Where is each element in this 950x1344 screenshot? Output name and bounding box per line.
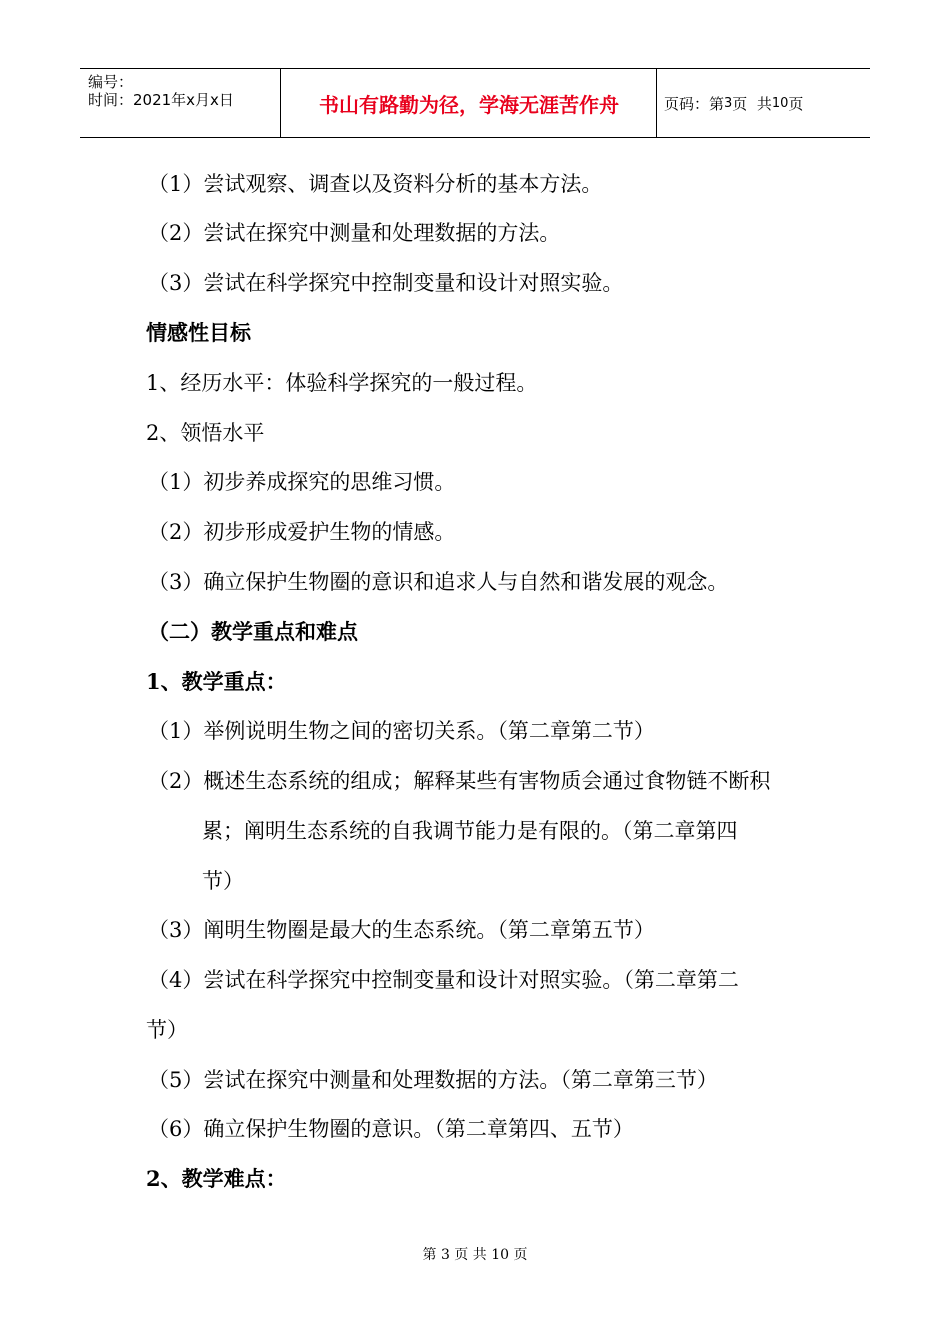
document-number-label: 编号： bbox=[88, 73, 134, 91]
objective-item: （2）尝试在探究中测量和处理数据的方法。 bbox=[148, 221, 561, 245]
page-suffix: 页 bbox=[788, 94, 804, 113]
key-point-item: （6）确立保护生物圈的意识。（第二章第四、五节） bbox=[148, 1117, 634, 1141]
page-footer: 第 3 页 共 10 页 bbox=[422, 1247, 528, 1263]
objective-item: （1）尝试观察、调查以及资料分析的基本方法。 bbox=[148, 172, 603, 196]
subsection-heading: 2、教学难点： bbox=[146, 1166, 287, 1191]
page-mid: 页 共 bbox=[732, 94, 772, 113]
page-total: 10 bbox=[771, 95, 789, 111]
header-meta bbox=[88, 73, 234, 109]
header-page-info bbox=[664, 69, 803, 137]
objective-item: （2）初步形成爱护生物的情感。 bbox=[148, 520, 456, 544]
key-point-item: （3）阐明生物圈是最大的生态系统。（第二章第五节） bbox=[148, 918, 655, 942]
header-divider bbox=[280, 69, 281, 137]
objective-item: （3）确立保护生物圈的意识和追求人与自然和谐发展的观念。 bbox=[148, 570, 729, 594]
objective-item: 2、领悟水平 bbox=[146, 421, 265, 445]
section-heading: 情感性目标 bbox=[146, 320, 251, 345]
key-point-item: （5）尝试在探究中测量和处理数据的方法。（第二章第三节） bbox=[148, 1068, 718, 1092]
subsection-heading: 1、教学重点： bbox=[146, 669, 287, 694]
key-point-continuation: 节） bbox=[146, 1018, 188, 1042]
key-point-item: （1）举例说明生物之间的密切关系。（第二章第二节） bbox=[148, 719, 655, 743]
key-point-continuation: 累；阐明生态系统的自我调节能力是有限的。（第二章第四 bbox=[202, 819, 738, 843]
objective-item: （3）尝试在科学探究中控制变量和设计对照实验。 bbox=[148, 271, 624, 295]
objective-item: （1）初步养成探究的思维习惯。 bbox=[148, 470, 456, 494]
key-point-item: （2）概述生态系统的组成；解释某些有害物质会通过食物链不断积 bbox=[148, 769, 771, 793]
objective-item: 1、经历水平：体验科学探究的一般过程。 bbox=[146, 371, 538, 395]
page-current: 3 bbox=[724, 95, 733, 111]
header-divider bbox=[656, 69, 657, 137]
page-header bbox=[80, 68, 870, 138]
header-motto: 书山有路勤为径，学海无涯苦作舟 bbox=[319, 92, 619, 117]
document-date: 时间：2021年x月x日 bbox=[88, 91, 234, 109]
key-point-item: （4）尝试在科学探究中控制变量和设计对照实验。（第二章第二 bbox=[148, 968, 739, 992]
page-prefix: 页码：第 bbox=[664, 94, 725, 113]
key-point-continuation: 节） bbox=[202, 869, 244, 893]
section-heading: （二）教学重点和难点 bbox=[148, 619, 358, 644]
